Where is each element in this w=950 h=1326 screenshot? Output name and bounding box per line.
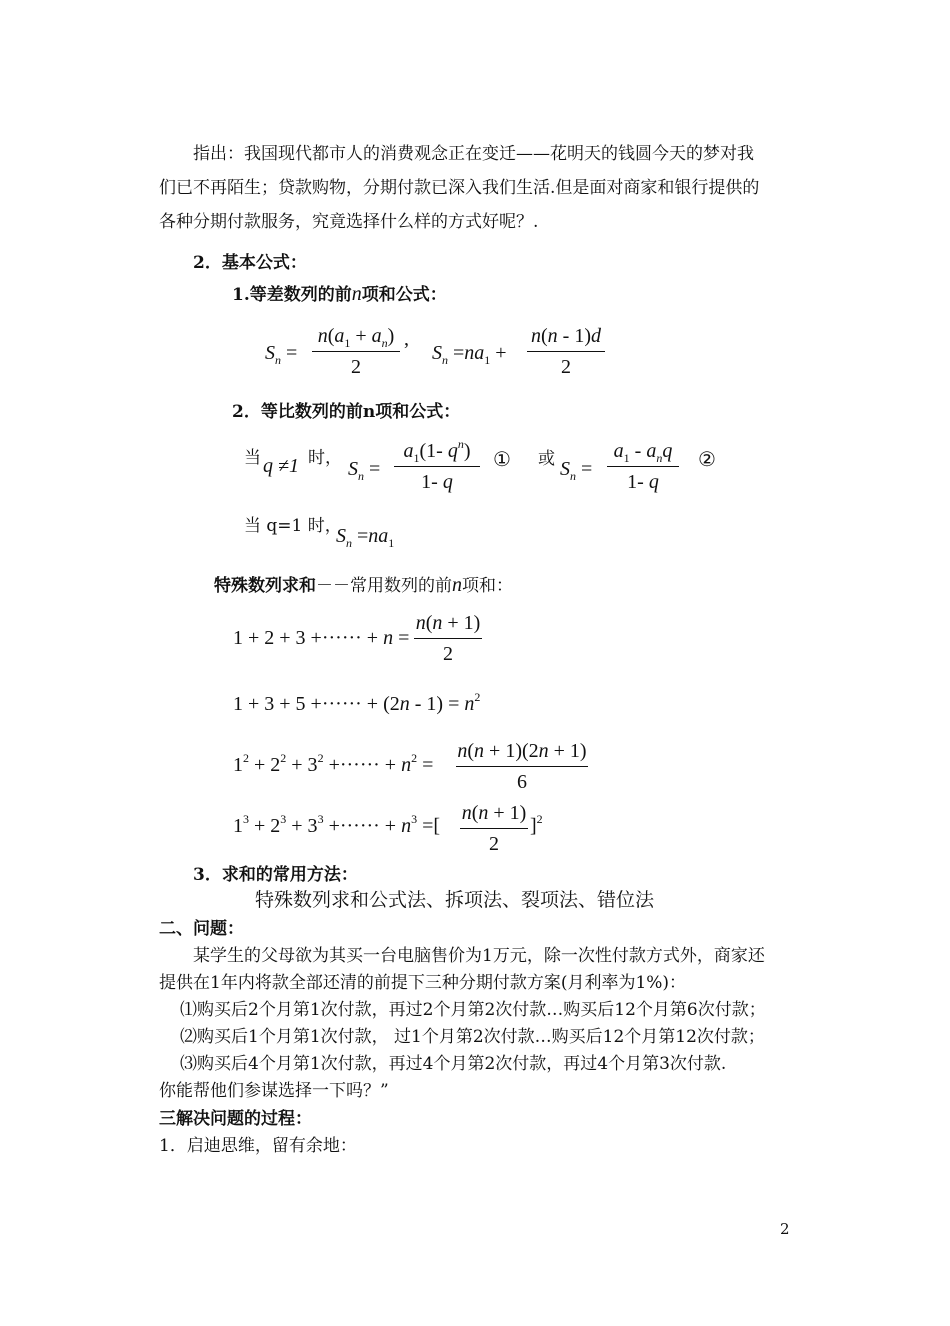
problem-line-1: 某学生的父母欲为其买一台电脑售价为1万元，除一次性付款方式外，商家还 [193,946,765,966]
when-q-neq-1: 当 [244,448,261,468]
sum-formula-2: 1 + 3 + 5 +······ + $(2n - 1) = n^2$ [233,690,481,715]
formula-sn-lhs-2: $S_n =na_1$ + [432,342,507,367]
section-3-heading: 3．求和的常用方法： [193,865,358,885]
label-circled-1: ① [493,447,511,471]
summation-methods: 特殊数列求和公式法、拆项法、裂项法、错位法 [255,889,655,911]
sum-formula-3-lhs: $1^2 + 2^2 + 3^2$ +······ + $n^2$ = [233,751,434,776]
sum-formula-1-lhs: 1 + 2 + 3 +······ + n = [233,627,410,649]
sum-formula-4-lhs: $1^3 + 2^3 + 3^3$ +······ + $n^3$ =[ [233,812,441,837]
formula-arith-frac-2: n(n - 1)d 2 [527,325,605,379]
special-sums-heading: 特殊数列求和－－常用数列的前n项和： [214,574,513,596]
problem-option-2: ⑵购买后1个月第1次付款， 过1个月第2次付款…购买后12个月第12次付款； [180,1027,765,1047]
sum-formula-3-rhs: n(n + 1)(2n + 1) 6 [457,740,587,793]
formula-geo-frac-1: $a_1(1-$ $q^n$) 1- q [394,440,480,494]
label-circled-2: ② [698,447,716,471]
formula-geo-frac-2: $a_1 - a_nq$ 1- q [607,440,679,494]
formula-arith-frac-1: $n(a_1 + a_n)$ 2 [312,325,400,379]
problem-option-1: ⑴购买后2个月第1次付款，再过2个月第2次付款…购买后12个月第6次付款； [180,1000,766,1020]
intro-line-3: 各种分期付款服务，究竟选择什么样的方式好呢？. [159,212,539,232]
when-q-eq-1: 当 q=1 时， [244,516,342,536]
problem-line-2: 提供在1年内将款全部还清的前提下三种分期付款方案(月利率为1%)： [159,973,687,993]
sum-formula-1-rhs: n(n + 1) 2 [415,612,481,665]
q-condition: q ≠1 [263,455,299,477]
page-number: 2 [780,1220,790,1238]
solution-step-1: 1．启迪思维，留有余地： [159,1136,357,1156]
problem-heading: 二、问题： [159,919,244,939]
formula-sn-lhs-1: $S_n$ = [265,342,298,367]
problem-option-3: ⑶购买后4个月第1次付款，再过4个月第2次付款，再过4个月第3次付款. [180,1054,727,1074]
arith-series-heading: 1.等差数列的前n项和公式： [232,283,447,305]
section-2-heading: 2．基本公式： [193,253,307,273]
formula-q-eq-1: $S_n =na_1$ [336,525,395,550]
solution-heading: 三解决问题的过程： [159,1109,312,1129]
intro-line-1: 指出：我国现代都市人的消费观念正在变迁——花明天的钱圆今天的梦对我 [193,144,754,164]
intro-line-2: 们已不再陌生；贷款购物，分期付款已深入我们生活.但是面对商家和银行提供的 [159,178,760,198]
sum-formula-4-rhs: n(n + 1) 2 [461,802,527,855]
geo-series-heading: 2．等比数列的前n项和公式： [232,402,461,422]
problem-question: 你能帮他们参谋选择一下吗？” [159,1081,389,1101]
